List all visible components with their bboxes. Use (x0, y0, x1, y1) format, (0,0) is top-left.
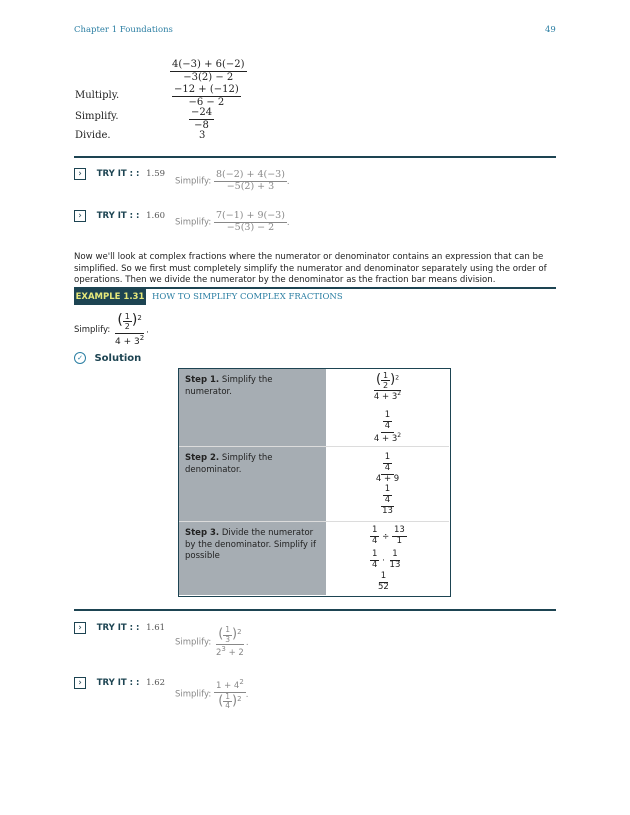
example-header (74, 289, 556, 305)
step-1-description: Step 1. Simplify the numerator. (179, 369, 326, 446)
step-1-math: ( $\frac{1}{2}$ )$^2$ $4 + 3^2$ $\frac{\frac{1}{4}}{4 + 3^2}$ (326, 369, 449, 446)
multiply-label: Multiply. (75, 90, 120, 101)
steps-table (178, 368, 451, 597)
example-title: HOW TO SIMPLIFY COMPLEX FRACTIONS (152, 292, 343, 302)
simplify-label: Simplify. (75, 111, 119, 122)
example-problem: Simplify: ( $\frac{1}{2}$ )$^2$ $4 + 3^2$ . (74, 312, 149, 348)
section-divider (74, 156, 556, 158)
try-it-1-61: › TRY IT : : 1.61 (74, 622, 165, 634)
check-circle-icon: ✓ (74, 352, 86, 364)
example-label: EXAMPLE 1.31 (74, 289, 146, 305)
chevron-right-icon[interactable]: › (74, 168, 86, 180)
try-it-1-62: › TRY IT : : 1.62 (74, 677, 165, 689)
step-3-description: Step 3. Divide the numerator by the denominator. Simplify if possible (179, 522, 326, 595)
worked-line-1: $\frac{-12 + (-12)}{-6 - 2}$ (174, 84, 239, 108)
step-2-description: Step 2. Simplify the denominator. (179, 447, 326, 521)
worked-line-0: $\frac{4(-3) + 6(-2)}{-3(2) - 2}$ (172, 59, 245, 83)
chevron-right-icon[interactable]: › (74, 622, 86, 634)
try-it-1-59: › TRY IT : : 1.59 (74, 168, 165, 180)
divide-label: Divide. (75, 130, 111, 141)
try-it-1-62-problem: Simplify: $1 + 4^2$ ( $\frac{1}{4}$ )$^2$ . (175, 678, 249, 711)
step-2-math: $\frac{\frac{1}{4}}{4 + 9}$ $\frac{\frac{1}{4}}{13}$ (326, 447, 449, 521)
try-it-1-61-problem: Simplify: ( $\frac{1}{3}$ )$^2$ $2^3 + 2$ . (175, 625, 249, 659)
section-divider (74, 609, 556, 611)
intro-paragraph: Now we'll look at complex fractions where the numerator or denominator contains an expression that can be simplified. So we first must completely simplify the numerator and denominator separately using the order of operations. Then we divide the numerator by the denominator as the fraction bar means division. (74, 252, 547, 285)
page-number: 49 (545, 25, 556, 35)
solution-heading: ✓ Solution (74, 352, 141, 364)
worked-line-2: $\frac{-24}{-8}$ (191, 107, 213, 131)
try-it-1-59-problem: Simplify: $\frac{8(-2) + 4(-3)}{-5(2) + 3}$ . (175, 169, 290, 192)
step-3-math: $\frac{1}{4}$ ÷ $\frac{13}{1}$ $\frac{1}{4}$ · $\frac{1}{13}$ $\frac{1}{52}$ (326, 522, 449, 595)
chevron-right-icon[interactable]: › (74, 677, 86, 689)
try-it-1-60: › TRY IT : : 1.60 (74, 210, 165, 222)
chevron-right-icon[interactable]: › (74, 210, 86, 222)
try-it-1-60-problem: Simplify: $\frac{7(-1) + 9(-3)}{-5(3) - 2}$ . (175, 210, 290, 233)
worked-result: 3 (199, 130, 206, 141)
chapter-title: Chapter 1 Foundations (74, 25, 173, 35)
